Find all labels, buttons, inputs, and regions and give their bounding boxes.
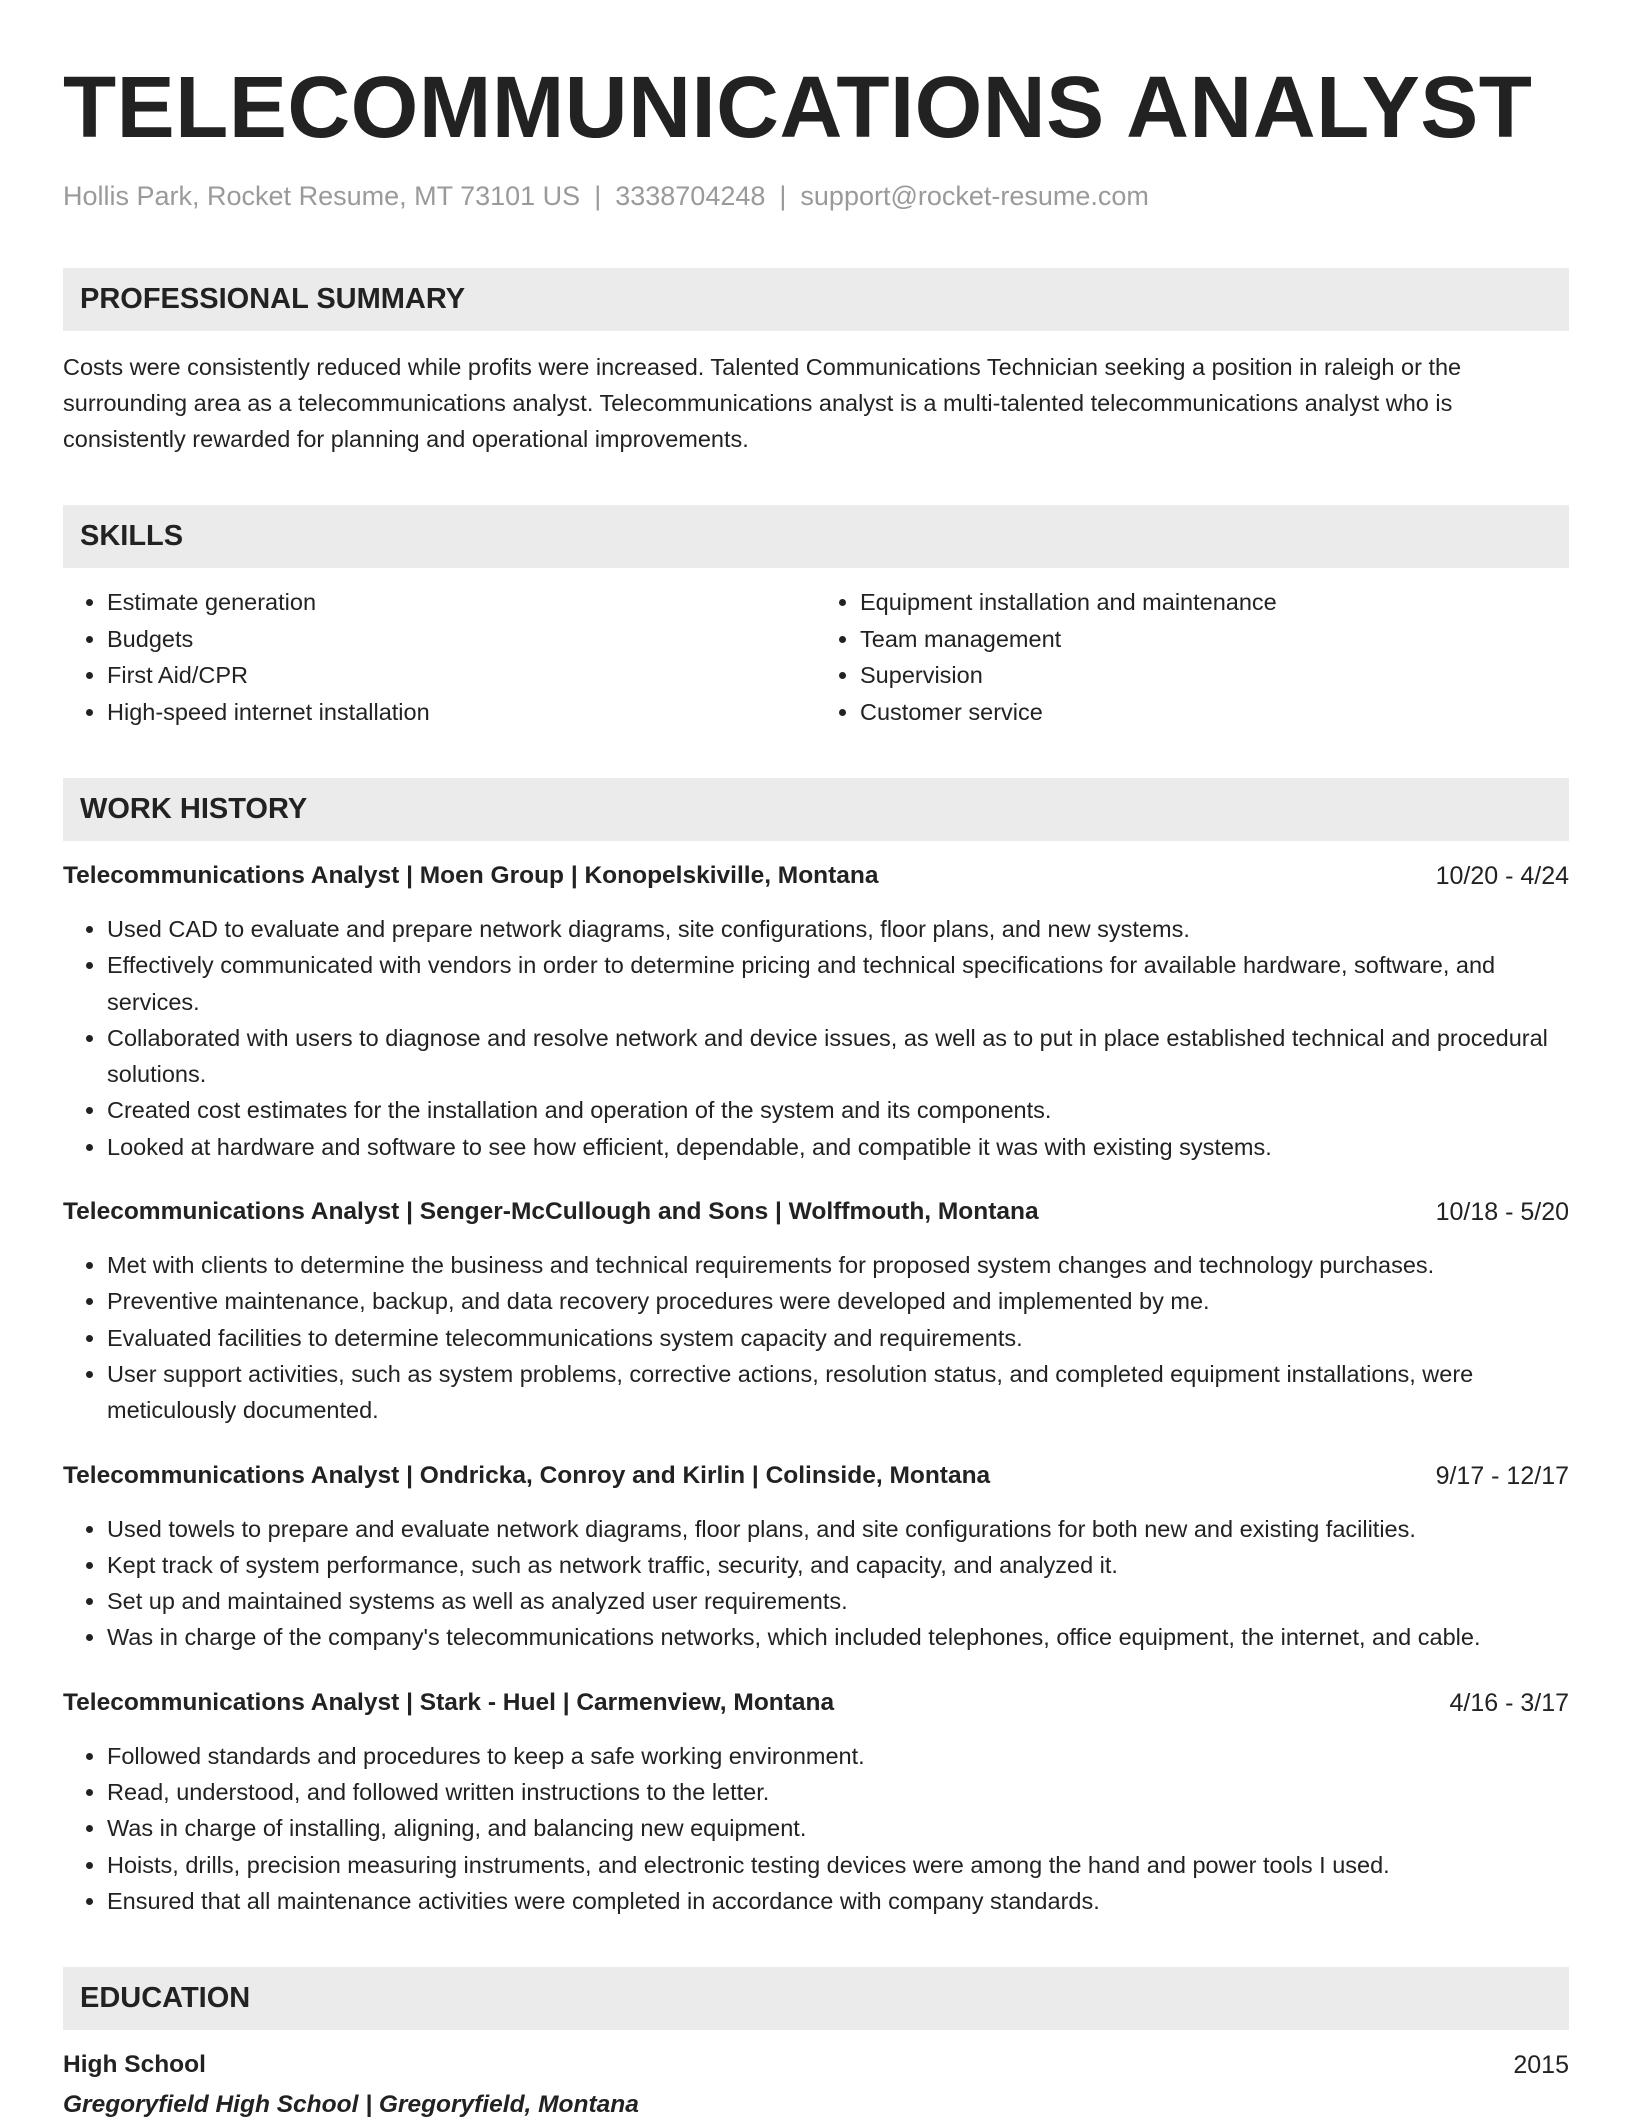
job-bullets [63,911,1569,1165]
skill-item: • High-speed internet installation [107,694,816,731]
skills-column-left [63,584,816,730]
contact-phone: 3338704248 [615,181,766,211]
job-bullet: • Ensured that all maintenance activities were completed in accordance with company standards. [107,1883,1569,1919]
job-bullet: • Read, understood, and followed written instructions to the letter. [107,1774,1569,1810]
job-entry [63,1459,1569,1656]
job-title: Telecommunications Analyst | Ondricka, Conroy and Kirlin | Colinside, Montana [63,1461,991,1489]
job-bullet: • Preventive maintenance, backup, and data recovery procedures were developed and implemented by me. [107,1283,1569,1319]
job-bullet: • Was in charge of the company's telecommunications networks, which included telephones, office equipment, the internet, and cable. [107,1619,1569,1655]
job-bullet: • User support activities, such as system problems, corrective actions, resolution status, and completed equipment installations, were meticulously documented. [107,1356,1569,1429]
job-bullet: • Followed standards and procedures to keep a safe working environment. [107,1738,1569,1774]
education-entry [63,2048,1569,2122]
skills-list [63,584,1569,730]
job-bullet: • Evaluated facilities to determine telecommunications system capacity and requirements. [107,1320,1569,1356]
job-bullet: • Used CAD to evaluate and prepare network diagrams, site configurations, floor plans, and new systems. [107,911,1569,947]
job-dates: 10/18 - 5/20 [1435,1198,1569,1227]
skill-item: • Budgets [107,621,816,658]
education-year: 2015 [1513,2051,1569,2080]
job-bullet: • Used towels to prepare and evaluate network diagrams, floor plans, and site configurations for both new and existing facilities. [107,1511,1569,1547]
job-bullet: • Met with clients to determine the business and technical requirements for proposed system changes and technology purchases. [107,1247,1569,1283]
skill-item: • Equipment installation and maintenance [860,584,1569,621]
job-bullet: • Set up and maintained systems as well as analyzed user requirements. [107,1583,1569,1619]
section-heading-education: EDUCATION [63,1967,1569,2030]
job-bullet: • Kept track of system performance, such as network traffic, security, and capacity, and analyzed it. [107,1547,1569,1583]
job-title: Telecommunications Analyst | Moen Group | Konopelskiville, Montana [63,862,879,889]
education-degree: High School [63,2051,206,2079]
contact-email: support@rocket-resume.com [800,181,1149,211]
job-bullets [63,1247,1569,1428]
section-heading-work-history: WORK HISTORY [63,778,1569,841]
job-title: Telecommunications Analyst | Senger-McCullough and Sons | Wolffmouth, Montana [63,1198,1039,1226]
section-heading-skills: SKILLS [63,505,1569,568]
contact-separator: | [594,181,602,211]
job-entry [63,1195,1569,1428]
section-heading-summary: PROFESSIONAL SUMMARY [63,268,1569,331]
skill-item: • Supervision [860,657,1569,694]
contact-address: Hollis Park, Rocket Resume, MT 73101 US [63,181,581,211]
job-bullet: • Was in charge of installing, aligning, and balancing new equipment. [107,1810,1569,1846]
job-entry [63,1686,1569,1919]
skill-item: • Team management [860,621,1569,658]
job-dates: 9/17 - 12/17 [1435,1461,1569,1490]
contact-separator: | [779,181,787,211]
education-header [63,2048,1569,2082]
resume-name: TELECOMMUNICATIONS ANALYST [63,59,1533,156]
education-school: Gregoryfield High School | Gregoryfield, Montana [63,2091,639,2119]
skill-item: • Estimate generation [107,584,816,621]
job-bullet: • Effectively communicated with vendors in order to determine pricing and technical specifications for available hardware, software, and services. [107,947,1569,1020]
job-bullet: • Hoists, drills, precision measuring instruments, and electronic testing devices were among the hand and power tools I used. [107,1847,1569,1883]
job-bullets [63,1738,1569,1919]
skill-item: • Customer service [860,694,1569,731]
job-bullet: • Looked at hardware and software to see how efficient, dependable, and compatible it was with existing systems. [107,1129,1569,1165]
summary-text: Costs were consistently reduced while profits were increased. Talented Communications Technician seeking a position in raleigh or the surrounding area as a telecommunications analyst. Telecommunications analyst is a multi-talented telecommunications analyst who is consistently rewarded for planning and operational improvements. [63,354,1462,452]
job-header [63,1195,1569,1229]
contact-line [63,178,1569,214]
job-header [63,1686,1569,1720]
skills-column-right [816,584,1569,730]
job-entry [63,859,1569,1165]
job-header [63,859,1569,893]
job-title: Telecommunications Analyst | Stark - Huel | Carmenview, Montana [63,1688,835,1716]
skill-item: • First Aid/CPR [107,657,816,694]
job-dates: 4/16 - 3/17 [1449,1688,1569,1717]
job-bullet: • Created cost estimates for the installation and operation of the system and its components. [107,1092,1569,1128]
job-dates: 10/20 - 4/24 [1435,862,1569,890]
job-bullet: • Collaborated with users to diagnose and resolve network and device issues, as well as to put in place established technical and procedural solutions. [107,1020,1569,1093]
job-header [63,1459,1569,1493]
job-bullets [63,1511,1569,1656]
